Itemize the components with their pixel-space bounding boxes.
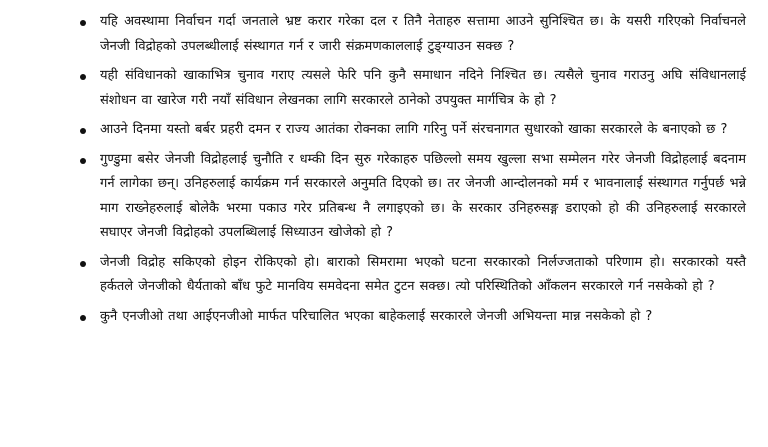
list-item [78, 118, 746, 143]
bullet-icon [80, 315, 86, 321]
list-item-text: यही संविधानको खाकाभित्र चुनाव गराए त्यसले फेरि पनि कुनै समाधान नदिने निश्चित छ। त्यसैले चुनाव गराउनु अघि संविधानलाई संशोधन वा खारेज गरी नयाँ संविधान लेखनका लागि सरकारले ठानेको उपयुक्त मार्गचित्र के हो ? [100, 68, 746, 108]
list-item-text: जेनजी विद्रोह सकिएको होइन रोकिएको हो। बाराको सिमरामा भएको घटना सरकारको निर्लज्जताको परिणाम हो। सरकारको यस्तै हर्कतले जेनजीको धैर्यताको बाँध फुटे मानविय समवेदना समेत टुटन सक्छ। त्यो परिस्थितिको आँकलन सरकारले गर्न नसकेको हो ? [100, 254, 746, 294]
list-item-text: यहि अवस्थामा निर्वाचन गर्दा जनताले भ्रष्ट करार गरेका दल र तिनै नेताहरु सत्तामा आउने सुनिश्चित छ। के यसरी गरिएको निर्वाचनले जेनजी विद्रोहको उपलब्धीलाई संस्थागत गर्न र जारी संक्रमणकाललाई टुङ्ग्याउन सक्छ ? [100, 14, 746, 54]
list-item [78, 305, 746, 330]
list-item [78, 148, 746, 246]
bullet-icon [80, 158, 86, 164]
list-item-text: आउने दिनमा यस्तो बर्बर प्रहरी दमन र राज्य आतंका रोक्नका लागि गरिनु पर्ने संरचनागत सुधारको खाका सरकारले के बनाएको छ ? [100, 122, 728, 137]
bullet-icon [80, 20, 86, 26]
list-item-text: कुनै एनजीओ तथा आईएनजीओ मार्फत परिचालित भएका बाहेकलाई सरकारले जेनजी अभियन्ता मान्न नसकेको हो ? [100, 308, 653, 324]
list-item [78, 251, 746, 300]
list-item-text: गुण्डुमा बसेर जेनजी विद्रोहलाई चुनौति र धम्की दिन सुरु गरेकाहरु पछिल्लो समय खुल्ला सभा सम्मेलन गरेर जेनजी विद्रोहलाई बदनाम गर्न लागेका छन्। उनिहरुलाई कार्यक्रम गर्न सरकारले अनुमति दिएको छ। तर जेनजी आन्दोलनको मर्म र भावनालाई संस्थागत गर्नुपर्छ भन्ने माग राख्नेहरुलाई बोलेकै भरमा पकाउ गरेर प्रतिबन्ध नै लगाइएको छ। के सरकार उनिहरुसङ्ग डराएको हो की उनिहरुलाई सरकारले सघाएर जेनजी विद्रोहको उपलब्धिलाई सिध्याउन खोजेको हो ? [100, 151, 746, 240]
list-item [78, 64, 746, 113]
bullet-icon [80, 74, 86, 80]
list-item [78, 10, 746, 59]
question-list [78, 10, 746, 334]
bullet-icon [80, 128, 86, 134]
bullet-icon [80, 261, 86, 267]
